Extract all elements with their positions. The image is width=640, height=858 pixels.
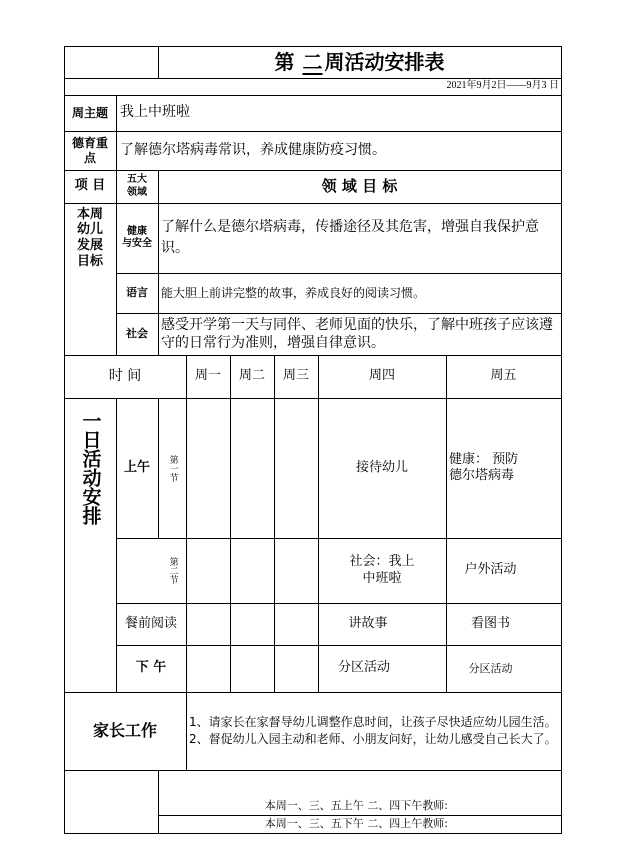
parents-line-1: 1、请家长在家督导幼儿调整作息时间，让孩子尽快适应幼儿园生活。 [189,715,557,730]
period-2-label [158,538,186,603]
page-title [158,46,561,78]
fri-reading: 看图书 [470,615,510,631]
period-1-label [158,398,186,538]
parents-line-2: 2、督促幼儿入园主动和老师、小朋友问好，让幼儿感受自己长大了。 [189,732,557,746]
fri-afternoon: 分区活动 [468,661,513,675]
fri-period-1: 健康： 预防 德尔塔病毒 [449,451,519,483]
domains-label: 五大 领域 [127,174,147,198]
fri-period-2: 户外活动 [464,562,517,578]
daily-schedule-label [64,398,116,538]
goal-health: 了解什么是德尔塔病毒，传播途径及其危害，增强自我保护意识。 [161,219,539,256]
thu-reading: 讲故事 [348,615,388,631]
week-number: 二 [302,49,323,74]
day-tue: 周二 [238,368,265,384]
theme-label: 周主题 [71,105,108,120]
reading-label: 餐前阅读 [124,615,177,631]
title-suffix: 周活动安排表 [324,49,445,74]
moral-value: 了解德尔塔病毒常识，养成健康防疫习惯。 [120,141,386,158]
afternoon-label: 下 午 [135,660,167,676]
day-thu: 周四 [368,368,395,384]
morning-label: 上午 [123,459,150,475]
theme-value: 我上中班啦 [120,104,190,121]
title-prefix: 第 [274,49,295,74]
parents-label: 家长工作 [92,721,157,740]
parents-text [189,692,559,770]
domain-language: 语言 [126,286,148,300]
teacher-line-2: 本周一、三、五下午 二、四上午教师: [264,817,448,831]
domain-social: 社会 [126,327,148,341]
day-wed: 周三 [282,368,309,384]
goal-language: 能大胆上前讲完整的故事，养成良好的阅读习惯。 [161,285,426,300]
daily-schedule-text: 一日活动安排 [79,411,102,525]
thu-period-1: 接待幼儿 [355,459,408,475]
thu-afternoon: 分区活动 [337,660,390,676]
teacher-line-1: 本周一、三、五上午 二、四下午教师: [264,798,448,812]
moral-label: 德育重 点 [71,135,108,165]
period-2-text: 第二节 [167,557,178,584]
goals-header: 领 域 目 标 [321,177,398,196]
goal-section-label: 本周 幼儿 发展 目标 [76,206,103,269]
time-label: 时 间 [108,367,142,384]
item-label: 项 目 [74,178,106,194]
goal-social: 感受开学第一天与同伴、老师见面的快乐，了解中班孩子应该遵守的日常行为准则，增强自律意识。 [161,316,553,351]
date-range: 2021年9月2日——9月3 日 [446,80,559,92]
day-mon: 周一 [194,368,221,384]
day-fri: 周五 [490,368,517,384]
domain-health: 健康 与安全 [122,225,152,249]
thu-period-2: 社会：我上 中班啦 [349,554,415,586]
period-1-text: 第一节 [167,454,178,482]
